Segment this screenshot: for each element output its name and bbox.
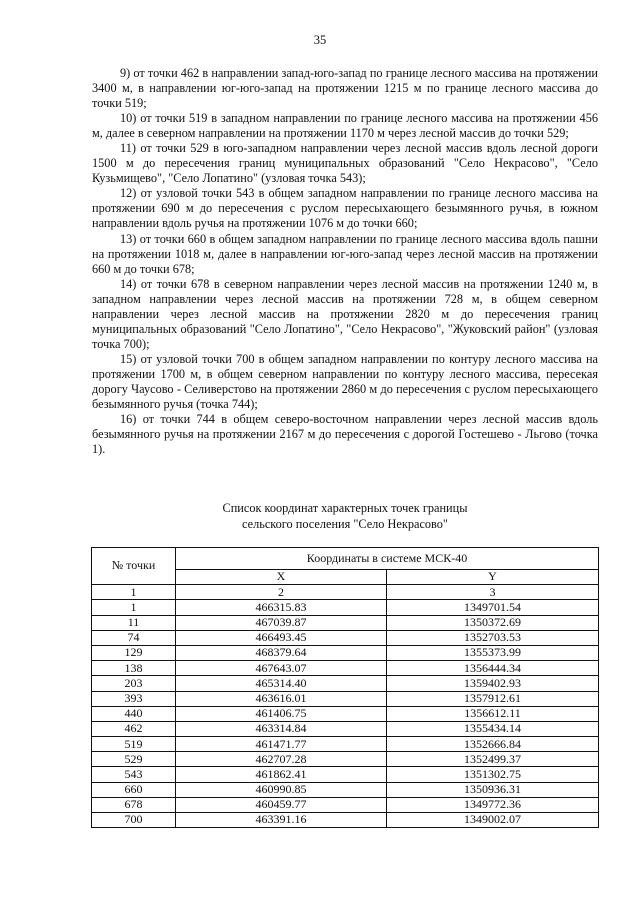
paragraph-12: 12) от узловой точки 543 в общем западном направлении по границе лесного массива на протяжении 690 м до пересечения с руслом пересыхающего безымянного ручья, в южном направлении вдоль ручья на протяжении 1076 м до точки 660; (92, 186, 598, 231)
x-coordinate: 468379.64 (176, 645, 387, 660)
index-cell: 1 (92, 585, 176, 600)
table-row (92, 645, 599, 660)
paragraph-14: 14) от точки 678 в северном направлении через лесной массив на протяжении 1240 м, в западном направлении через лесной массив на протяжении 728 м, в общем северном направлении через лесной массив на протяжении 2820 м до пересечения границ муниципальных образований "Село Лопатино", "Село Некрасово", "Жуковский район" (узловая точка 700); (92, 276, 598, 351)
table-row (92, 813, 599, 828)
index-cell: 2 (176, 585, 387, 600)
y-coordinate: 1356612.11 (387, 706, 599, 721)
y-coordinate: 1355434.14 (387, 721, 599, 736)
paragraph-15: 15) от узловой точки 700 в общем западном направлении по контуру лесного массива на протяжении 1700 м, в общем северном направлении по контуру лесного массива, пересекая дорогу Чаусово - Селиверстово на протяжении 2860 м до пересечения с руслом пересыхающего безымянного ручья (точка 744); (92, 351, 598, 412)
table-row (92, 721, 599, 736)
boundary-description (92, 66, 598, 457)
x-coordinate: 460459.77 (176, 797, 387, 812)
paragraph-10: 10) от точки 519 в западном направлении по границе лесного массива на протяжении 456 м, далее в северном направлении на протяжении 1170 м через лесной массив до точки 529; (92, 111, 598, 141)
x-coordinate: 463391.16 (176, 813, 387, 828)
point-number: 462 (92, 721, 176, 736)
point-number: 74 (92, 630, 176, 645)
index-row (92, 585, 599, 600)
x-coordinate: 466493.45 (176, 630, 387, 645)
x-coordinate: 461406.75 (176, 706, 387, 721)
x-coordinate: 461471.77 (176, 737, 387, 752)
y-coordinate: 1352703.53 (387, 630, 599, 645)
point-number: 393 (92, 691, 176, 706)
point-number: 138 (92, 661, 176, 676)
point-number: 440 (92, 706, 176, 721)
x-coordinate: 465314.40 (176, 676, 387, 691)
paragraph-13: 13) от точки 660 в общем западном направлении по границе лесного массива вдоль пашни на протяжении 1018 м, далее в направлении юг-юго-запад через лесной массив на протяжении 660 м до точки 678; (92, 231, 598, 276)
caption-line-2: сельского поселения "Село Некрасово" (242, 516, 448, 531)
y-coordinate: 1357912.61 (387, 691, 599, 706)
table-row (92, 752, 599, 767)
y-coordinate: 1350936.31 (387, 782, 599, 797)
x-coordinate: 463314.84 (176, 721, 387, 736)
x-coordinate: 466315.83 (176, 600, 387, 615)
point-number: 11 (92, 615, 176, 630)
table-row (92, 737, 599, 752)
table-row (92, 615, 599, 630)
point-number: 700 (92, 813, 176, 828)
index-cell: 3 (387, 585, 599, 600)
y-coordinate: 1349772.36 (387, 797, 599, 812)
header-y: Y (387, 570, 599, 585)
x-coordinate: 460990.85 (176, 782, 387, 797)
header-coordinates: Координаты в системе МСК-40 (176, 548, 599, 570)
point-number: 519 (92, 737, 176, 752)
caption-line-1: Список координат характерных точек границы (222, 501, 468, 515)
point-number: 1 (92, 600, 176, 615)
table-row (92, 767, 599, 782)
table-row (92, 661, 599, 676)
header-x: X (176, 570, 387, 585)
y-coordinate: 1356444.34 (387, 661, 599, 676)
table-row (92, 600, 599, 615)
paragraph-9: 9) от точки 462 в направлении запад-юго-запад по границе лесного массива на протяжении 3400 м, в направлении юг-юго-запад на протяжении 1215 м по границе лесного массива до точки 519; (92, 66, 598, 111)
y-coordinate: 1352499.37 (387, 752, 599, 767)
table-row (92, 676, 599, 691)
point-number: 129 (92, 645, 176, 660)
coordinates-list-caption (92, 501, 598, 532)
paragraph-11: 11) от точки 529 в юго-западном направлении через лесной массив вдоль лесной дороги 1500 м до пересечения границ муниципальных образований "Село Некрасово", "Село Кузьмищево", "Село Лопатино" (узловая точка 543); (92, 141, 598, 186)
point-number: 678 (92, 797, 176, 812)
x-coordinate: 467039.87 (176, 615, 387, 630)
table-row (92, 797, 599, 812)
page-number: 35 (313, 33, 327, 47)
table-row (92, 706, 599, 721)
y-coordinate: 1349701.54 (387, 600, 599, 615)
coordinates-table (91, 547, 599, 828)
point-number: 203 (92, 676, 176, 691)
x-coordinate: 461862.41 (176, 767, 387, 782)
table-row (92, 691, 599, 706)
table-row (92, 782, 599, 797)
table-row (92, 630, 599, 645)
y-coordinate: 1349002.07 (387, 813, 599, 828)
header-point-number: № точки (92, 548, 176, 585)
y-coordinate: 1352666.84 (387, 737, 599, 752)
x-coordinate: 467643.07 (176, 661, 387, 676)
y-coordinate: 1350372.69 (387, 615, 599, 630)
point-number: 543 (92, 767, 176, 782)
y-coordinate: 1355373.99 (387, 645, 599, 660)
paragraph-16: 16) от точки 744 в общем северо-восточном направлении через лесной массив вдоль безымянного ручья на протяжении 2167 м до пересечения с дорогой Гостешево - Льгово (точка 1). (92, 412, 598, 457)
point-number: 529 (92, 752, 176, 767)
point-number: 660 (92, 782, 176, 797)
y-coordinate: 1351302.75 (387, 767, 599, 782)
x-coordinate: 463616.01 (176, 691, 387, 706)
y-coordinate: 1359402.93 (387, 676, 599, 691)
x-coordinate: 462707.28 (176, 752, 387, 767)
